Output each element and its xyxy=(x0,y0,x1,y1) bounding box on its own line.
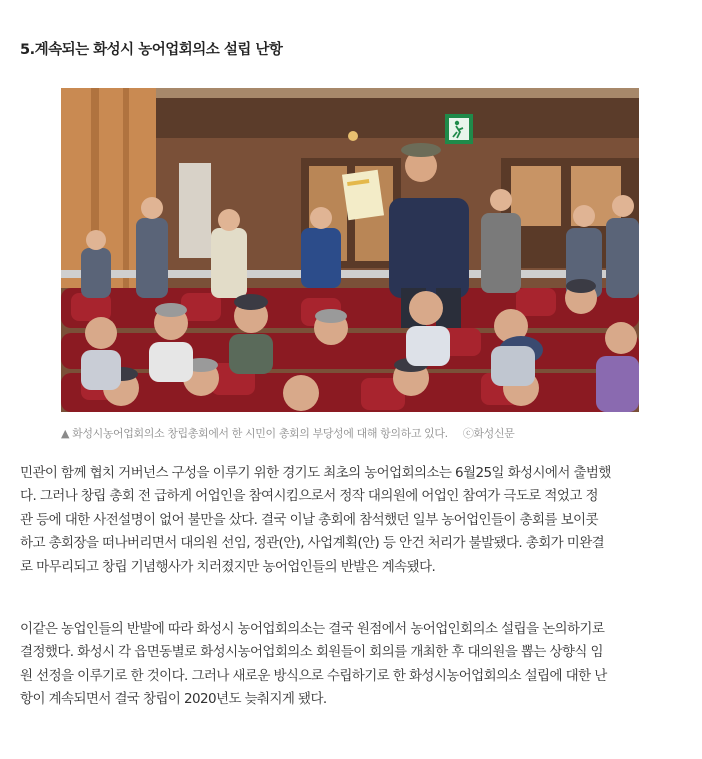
section-heading: 5.계속되는 화성시 농어업회의소 설립 난항 xyxy=(20,42,283,58)
paragraph-2 xyxy=(20,618,688,712)
photo-caption xyxy=(61,425,639,441)
emergency-exit-sign-icon xyxy=(445,114,473,144)
paragraph-line: 하고 총회장을 떠나버리면서 대의원 선임, 정관(안), 사업계획(안) 등 안건 처리가 불발됐다. 총회가 미완결 xyxy=(20,535,605,552)
paragraph-line: 로 마무리되고 창립 기념행사가 치러졌지만 농어업인들의 반발은 계속됐다. xyxy=(20,558,436,575)
paragraph-line: 원 선정을 이루기로 한 것이다. 그러나 새로운 방식으로 수립하기로 한 화성시농어업회의소 설립에 대한 난 xyxy=(20,667,607,684)
article-photo xyxy=(61,88,639,412)
caption-text: ▲ 화성시농어업회의소 창립총회에서 한 시민이 총회의 부당성에 대해 항의하고 있다. xyxy=(61,427,448,440)
meeting-hall-illustration xyxy=(61,88,639,412)
paragraph-line: 항이 계속되면서 결국 창립이 2020년도 늦춰지게 됐다. xyxy=(20,691,327,708)
paragraph-line: 결정했다. 화성시 각 읍면동별로 화성시농어업회의소 회원들이 회의를 개최한 후 대의원을 뽑는 상향식 임 xyxy=(20,644,603,661)
paragraph-line: 관 등에 대한 사전설명이 없어 불만을 샀다. 결국 이날 총회에 참석했던 일부 농어업인들이 총회를 보이콧 xyxy=(20,511,598,528)
paragraph-1 xyxy=(20,462,688,579)
photo-credit: ⓒ화성신문 xyxy=(462,427,515,440)
paragraph-line: 다. 그러나 창립 총회 전 급하게 어업인을 참여시킴으로서 정작 대의원에 어업인 참여가 극도로 적었고 정 xyxy=(20,488,598,505)
paragraph-line: 이같은 농업인들의 반발에 따라 화성시 농어업회의소는 결국 원점에서 농어업인회의소 설립을 논의하기로 xyxy=(20,621,605,637)
paragraph-line: 민관이 함께 협치 거버넌스 구성을 이루기 위한 경기도 최초의 농어업회의소는 6월25일 화성시에서 출범했 xyxy=(20,465,611,481)
